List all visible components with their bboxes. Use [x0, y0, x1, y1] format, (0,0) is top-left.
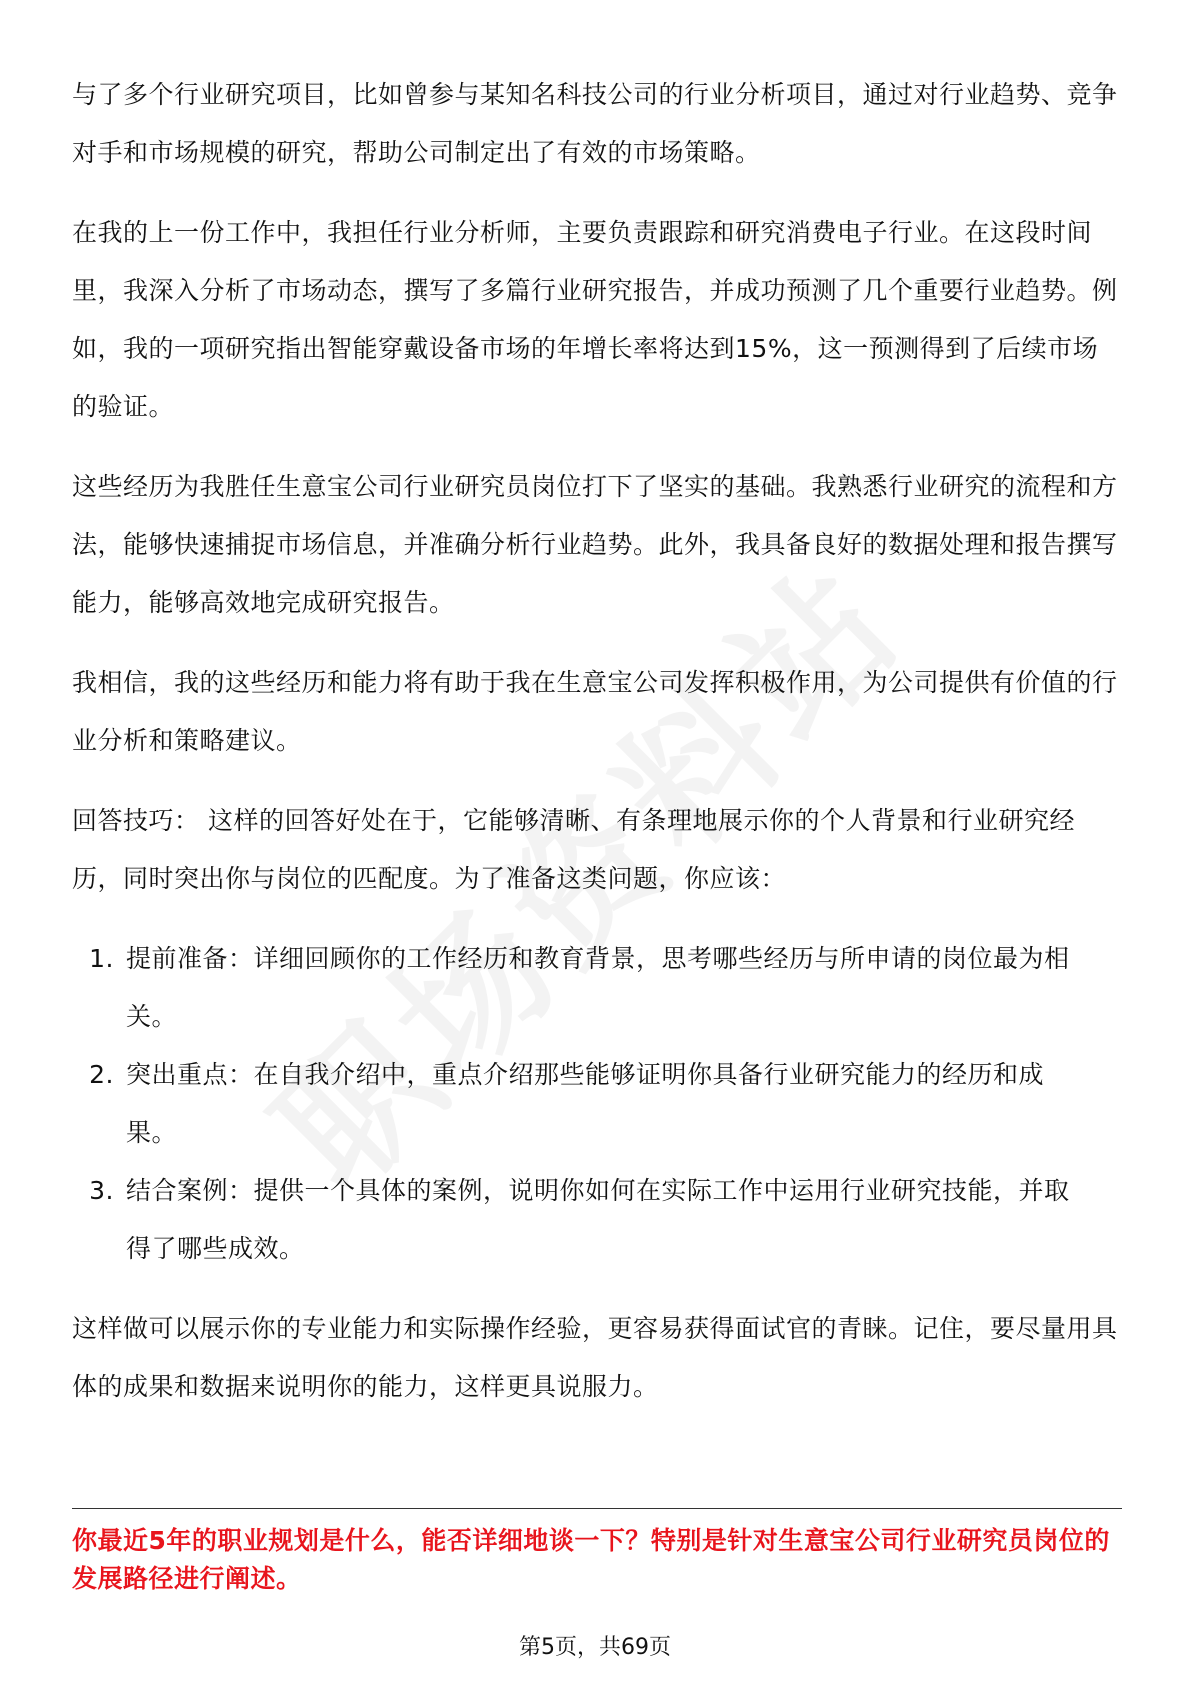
document-body — [72, 66, 1122, 1438]
section-divider — [72, 1508, 1122, 1509]
paragraph-foundation: 这些经历为我胜任生意宝公司行业研究员岗位打下了坚实的基础。我熟悉行业研究的流程和方法，能够快速捕捉市场信息，并准确分析行业趋势。此外，我具备良好的数据处理和报告撰写能力，能够高效地完成研究报告。 — [72, 472, 1118, 617]
list-item-text: 结合案例：提供一个具体的案例，说明你如何在实际工作中运用行业研究技能，并取得了哪些成效。 — [126, 1176, 1070, 1263]
next-question-heading: 你最近5年的职业规划是什么，能否详细地谈一下？特别是针对生意宝公司行业研究员岗位的发展路径进行阐述。 — [72, 1526, 1110, 1593]
list-item-number: 2. — [89, 1060, 114, 1089]
paragraph-previous-job: 在我的上一份工作中，我担任行业分析师，主要负责跟踪和研究消费电子行业。在这段时间里，我深入分析了市场动态，撰写了多篇行业研究报告，并成功预测了几个重要行业趋势。例如，我的一项研究指出智能穿戴设备市场的年增长率将达到15%，这一预测得到了后续市场的验证。 — [72, 218, 1118, 421]
list-item — [72, 1046, 1122, 1162]
paragraph-answer-tips: 回答技巧： 这样的回答好处在于，它能够清晰、有条理地展示你的个人背景和行业研究经历，同时突出你与岗位的匹配度。为了准备这类问题，你应该： — [72, 806, 1075, 893]
list-item — [72, 930, 1122, 1046]
paragraph-continued-experience: 与了多个行业研究项目，比如曾参与某知名科技公司的行业分析项目，通过对行业趋势、竞争对手和市场规模的研究，帮助公司制定出了有效的市场策略。 — [72, 80, 1118, 167]
page-number: 第5页，共69页 — [519, 1635, 671, 1660]
paragraph-closing: 这样做可以展示你的专业能力和实际操作经验，更容易获得面试官的青睐。记住，要尽量用具体的成果和数据来说明你的能力，这样更具说服力。 — [72, 1314, 1118, 1401]
list-item-number: 1. — [89, 944, 114, 973]
list-item — [72, 1162, 1122, 1278]
list-item-text: 突出重点：在自我介绍中，重点介绍那些能够证明你具备行业研究能力的经历和成果。 — [126, 1060, 1045, 1147]
tips-list — [72, 930, 1122, 1278]
paragraph-belief: 我相信，我的这些经历和能力将有助于我在生意宝公司发挥积极作用，为公司提供有价值的行业分析和策略建议。 — [72, 668, 1118, 755]
list-item-number: 3. — [89, 1176, 114, 1205]
list-item-text: 提前准备：详细回顾你的工作经历和教育背景，思考哪些经历与所申请的岗位最为相关。 — [126, 944, 1070, 1031]
